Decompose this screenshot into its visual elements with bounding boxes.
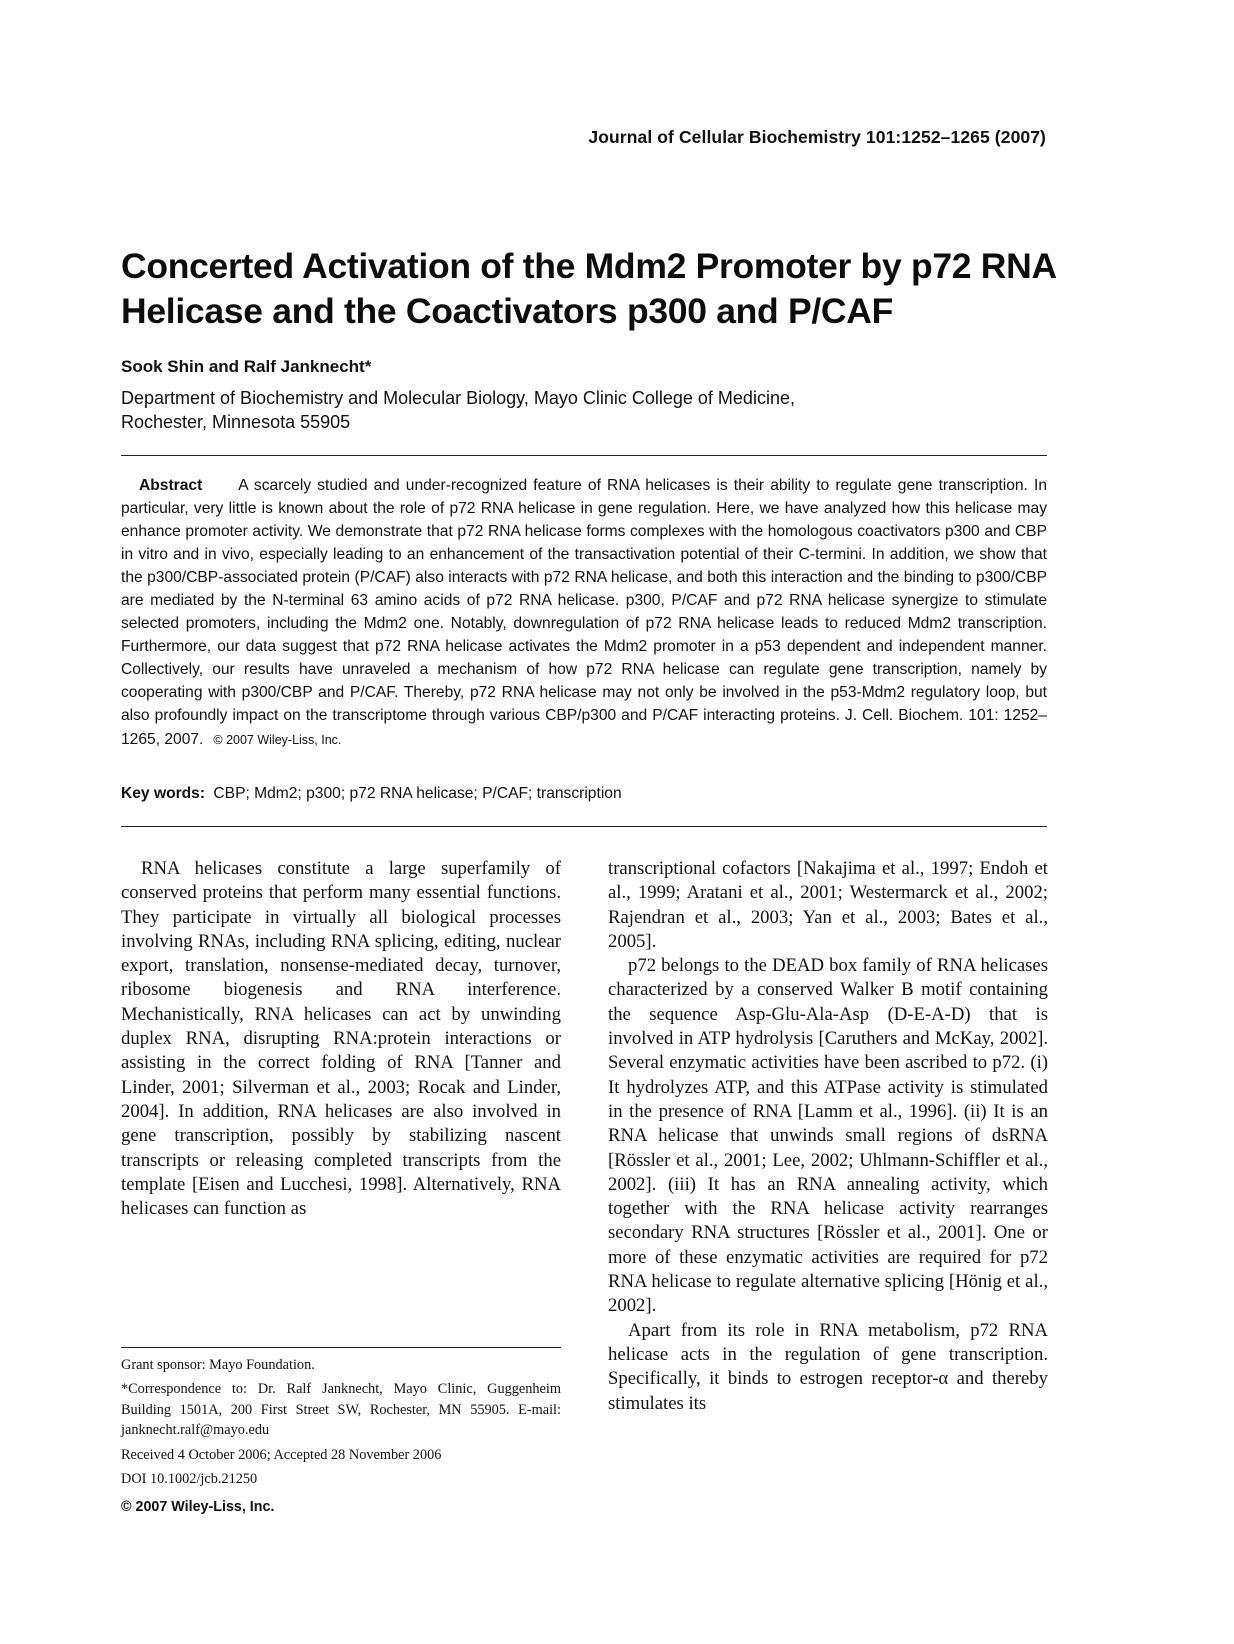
abstract-copyright: © 2007 Wiley-Liss, Inc. (213, 732, 342, 747)
abstract-text: A scarcely studied and under-recognized feature of RNA helicases is their ability to regulate gene transcription. In particular, very little is known about the role of p72 RNA helicase in gene regulation. Here, we have analyzed how this helicase may enhance promoter activity. We demonstrate that p72 RNA helicase forms complexes with the homologous coactivators p300 and CBP in vitro and in vivo, especially leading to an enhancement of the transactivation potential of their C-termini. In addition, we show that the p300/CBP-associated protein (P/CAF) also interacts with p72 RNA helicase, and both this interaction and the binding to p300/CBP are mediated by the N-terminal 63 amino acids of p72 RNA helicase. p300, P/CAF and p72 RNA helicase synergize to stimulate selected promoters, including the Mdm2 one. Notably, downregulation of p72 RNA helicase leads to reduced Mdm2 transcription. Furthermore, our data suggest that p72 RNA helicase activates the Mdm2 promoter in a p53 dependent and independent manner. Collectively, our results have unraveled a mechanism of how p72 RNA helicase can regulate gene transcription, namely by cooperating with p300/CBP and P/CAF. Thereby, p72 RNA helicase may not only be involved in the p53-Mdm2 regulatory loop, but also profoundly impact on the transcriptome through various CBP/p300 and P/CAF interacting proteins. J. Cell. Biochem. 101: 1252–1265, 2007. (121, 477, 1047, 748)
body-column-right (608, 857, 1048, 1416)
keywords-text: CBP; Mdm2; p300; p72 RNA helicase; P/CAF; transcription (213, 785, 622, 802)
affiliation-line: Rochester, Minnesota 55905 (121, 412, 351, 432)
title-line: Helicase and the Coactivators p300 and P/CAF (121, 291, 893, 331)
authors: Sook Shin and Ralf Janknecht* (121, 357, 372, 376)
divider (121, 826, 1047, 827)
received-accepted: Received 4 October 2006; Accepted 28 November 2006 (121, 1446, 442, 1463)
body-paragraph: p72 belongs to the DEAD box family of RNA helicases characterized by a conserved Walker B motif containing the sequence Asp-Glu-Ala-Asp (D-E-A-D) that is involved in ATP hydrolysis [Caruthers and McKay, 2002]. Several enzymatic activities have been ascribed to p72. (i) It hydrolyzes ATP, and this ATPase activity is stimulated in the presence of RNA [Lamm et al., 1996]. (ii) It is an RNA helicase that unwinds small regions of dsRNA [Rössler et al., 2001; Lee, 2002; Uhlmann-Schiffler et al., 2002]. (iii) It has an RNA annealing activity, which together with the RNA helicase activity rearranges secondary RNA structures [Rössler et al., 2001]. One or more of these enzymatic activities are required for p72 RNA helicase to regulate alternative splicing [Hönig et al., 2002]. (608, 955, 1048, 1317)
body-column-left (121, 857, 561, 1221)
body-paragraph: Apart from its role in RNA metabolism, p72 RNA helicase acts in the regulation of gene transcription. Specifically, it binds to estrogen receptor-α and thereby stimulates its (608, 1319, 1048, 1414)
affiliation-line: Department of Biochemistry and Molecular Biology, Mayo Clinic College of Medicine, (121, 388, 795, 408)
footnotes (121, 1355, 561, 1522)
abstract-label: Abstract (139, 477, 203, 494)
abstract (121, 474, 1047, 752)
divider (121, 455, 1047, 456)
doi: DOI 10.1002/jcb.21250 (121, 1471, 258, 1488)
keywords-label: Key words: (121, 785, 206, 802)
grant-sponsor: Grant sponsor: Mayo Foundation. (121, 1357, 315, 1373)
article-title (121, 244, 1061, 334)
journal-citation: Journal of Cellular Biochemistry 101:1252–1265 (2007) (588, 127, 1046, 147)
affiliation (121, 386, 1041, 434)
body-paragraph: RNA helicases constitute a large superfamily of conserved proteins that perform many essential functions. They participate in virtually all biological processes involving RNAs, including RNA splicing, editing, nuclear export, translation, nonsense-mediated decay, turnover, ribosome biogenesis and RNA interference. Mechanistically, RNA helicases can act by unwinding duplex RNA, disrupting RNA:protein interactions or assisting in the correct folding of RNA [Tanner and Linder, 2001; Silverman et al., 2003; Rocak and Linder, 2004]. In addition, RNA helicases are also involved in gene transcription, possibly by stabilizing nascent transcripts or releasing completed transcripts from the template [Eisen and Lucchesi, 1998]. Alternatively, RNA helicases can function as (121, 858, 561, 1220)
footnote-copyright: © 2007 Wiley-Liss, Inc. (121, 1499, 275, 1516)
footnote-divider (121, 1347, 561, 1348)
correspondence: *Correspondence to: Dr. Ralf Janknecht, Mayo Clinic, Guggenheim Building 1501A, 200 First Street SW, Rochester, MN 55905. E-mail: janknecht.ralf@mayo.edu (121, 1381, 561, 1439)
title-line: Concerted Activation of the Mdm2 Promoter by p72 RNA (121, 246, 1057, 286)
keywords (121, 785, 622, 803)
body-paragraph: transcriptional cofactors [Nakajima et al., 1997; Endoh et al., 1999; Aratani et al., 2001; Westermarck et al., 2002; Rajendran et al., 2003; Yan et al., 2003; Bates et al., 2005]. (608, 858, 1048, 952)
